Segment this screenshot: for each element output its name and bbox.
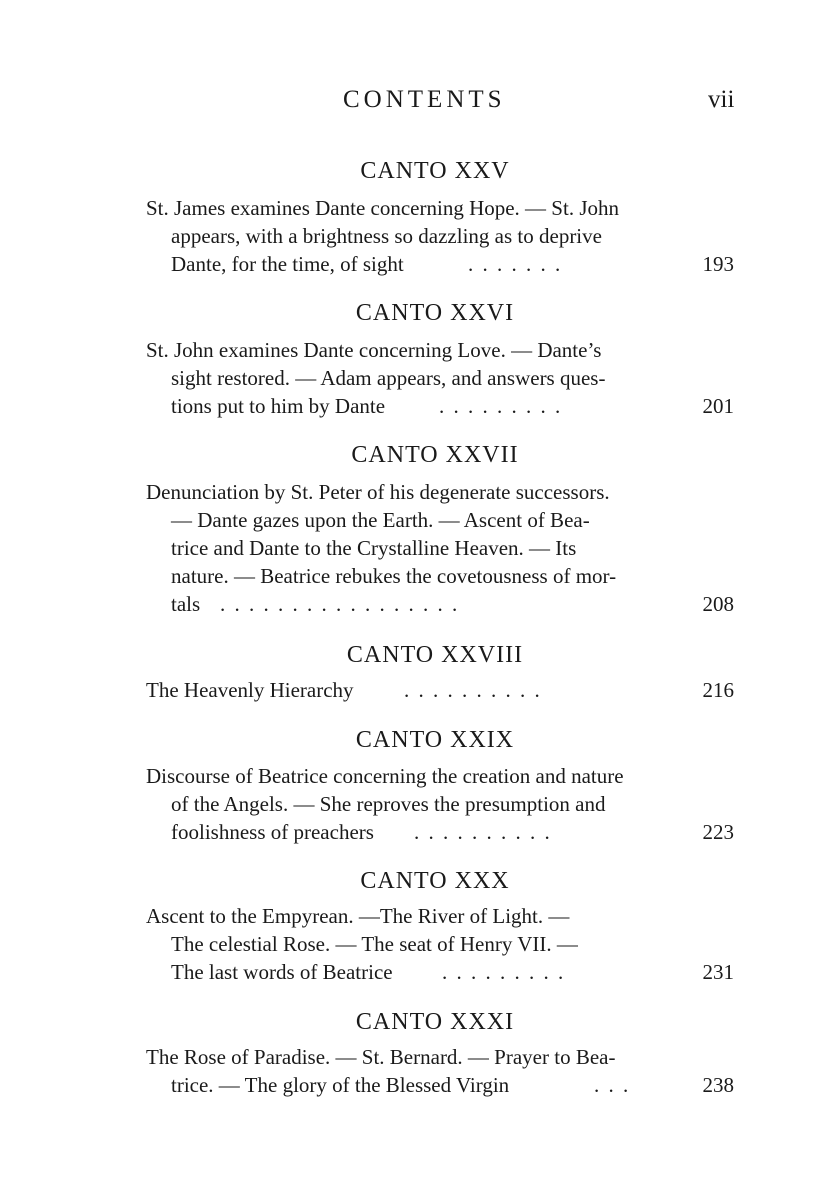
entry-line-last bbox=[146, 392, 736, 420]
dot-leader: . . . . . . . . . . . . . . . . . bbox=[220, 592, 460, 616]
entry-line: appears, with a brightness so dazzling as to deprive bbox=[171, 224, 602, 248]
dot-leader: . . . . . . . . . . bbox=[404, 678, 542, 702]
entry-line-last bbox=[146, 676, 736, 704]
dot-leader: . . . . . . . . . bbox=[442, 960, 566, 984]
contents-entry bbox=[146, 1043, 736, 1099]
dot-leader: . . . . . . . bbox=[468, 252, 563, 276]
canto-heading: CANTO XXV bbox=[360, 158, 510, 184]
entry-line-text: Dante, for the time, of sight bbox=[171, 252, 404, 276]
entry-page-number: 216 bbox=[702, 678, 734, 702]
entry-line-text: tions put to him by Dante bbox=[171, 394, 386, 418]
entry-line: The celestial Rose. — The seat of Henry VII. — bbox=[171, 932, 578, 956]
page-title: CONTENTS bbox=[343, 86, 506, 113]
entry-page-number: 238 bbox=[702, 1073, 734, 1097]
contents-entry bbox=[146, 194, 736, 278]
entry-page-number: 208 bbox=[702, 592, 734, 616]
entry-line-last bbox=[146, 1071, 736, 1099]
entry-line: of the Angels. — She reproves the presumption and bbox=[171, 792, 606, 816]
entry-line: nature. — Beatrice rebukes the covetousness of mor- bbox=[171, 564, 617, 588]
entry-line: — Dante gazes upon the Earth. — Ascent of Bea- bbox=[171, 508, 590, 532]
dot-leader: . . . . . . . . . bbox=[439, 394, 563, 418]
contents-entry bbox=[146, 902, 736, 986]
entry-line-last bbox=[146, 958, 736, 986]
entry-line: Ascent to the Empyrean. —The River of Light. — bbox=[146, 904, 570, 928]
canto-heading: CANTO XXVIII bbox=[346, 642, 524, 668]
entry-line-last bbox=[146, 590, 736, 618]
dot-leader: . . . . . . . . . . bbox=[414, 820, 552, 844]
entry-page-number: 231 bbox=[702, 960, 734, 984]
contents-entry bbox=[146, 676, 736, 704]
entry-line: Denunciation by St. Peter of his degenerate successors. bbox=[146, 480, 610, 504]
entry-line: St. John examines Dante concerning Love. — Dante’s bbox=[146, 338, 602, 362]
entry-page-number: 223 bbox=[702, 820, 734, 844]
entry-line-text: tals bbox=[171, 592, 201, 616]
canto-heading: CANTO XXXI bbox=[355, 1009, 515, 1035]
canto-heading: CANTO XXIX bbox=[355, 727, 515, 753]
entry-line-text: trice. — The glory of the Blessed Virgin bbox=[171, 1073, 510, 1097]
entry-page-number: 201 bbox=[702, 394, 734, 418]
canto-heading: CANTO XXVII bbox=[351, 442, 519, 468]
page-number: vii bbox=[708, 86, 735, 113]
entry-line-last bbox=[146, 818, 736, 846]
entry-line-text: foolishness of preachers bbox=[171, 820, 374, 844]
contents-entry bbox=[146, 478, 736, 618]
entry-line-text: The Heavenly Hierarchy bbox=[146, 678, 354, 702]
dot-leader: . . . bbox=[594, 1073, 631, 1097]
canto-heading: CANTO XXVI bbox=[355, 300, 515, 326]
entry-line-text: The last words of Beatrice bbox=[171, 960, 393, 984]
canto-heading: CANTO XXX bbox=[360, 868, 510, 894]
entry-line: St. James examines Dante concerning Hope. — St. John bbox=[146, 196, 619, 220]
entry-line-last bbox=[146, 250, 736, 278]
entry-line: sight restored. — Adam appears, and answers ques- bbox=[171, 366, 606, 390]
running-head bbox=[0, 86, 840, 120]
entry-line: trice and Dante to the Crystalline Heaven. — Its bbox=[171, 536, 577, 560]
entry-line: Discourse of Beatrice concerning the creation and nature bbox=[146, 764, 624, 788]
contents-entry bbox=[146, 336, 736, 420]
entry-line: The Rose of Paradise. — St. Bernard. — Prayer to Bea- bbox=[146, 1045, 616, 1069]
contents-entry bbox=[146, 762, 736, 846]
entry-page-number: 193 bbox=[702, 252, 734, 276]
